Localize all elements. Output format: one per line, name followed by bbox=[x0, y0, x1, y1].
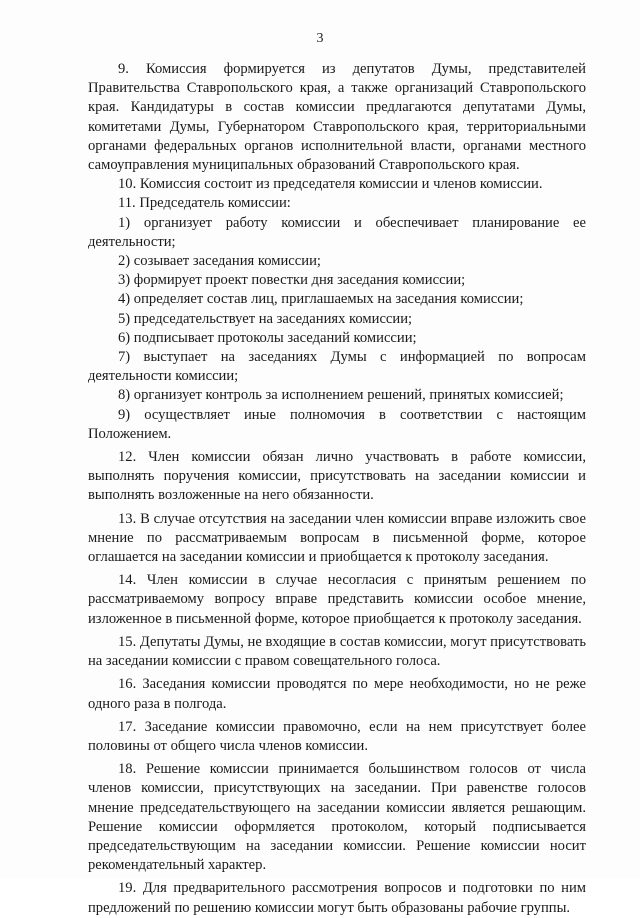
paragraph-16: 16. Заседания комиссии проводятся по мере необходимости, но не реже одного раза в полгода. bbox=[88, 676, 586, 712]
paragraph-9: 9. Комиссия формируется из депутатов Думы, представителей Правительства Ставропольского края, а также организаций Ставропольского края. Кандидатуры в состав комиссии предлагаются депутатами Думы, комитетами Думы, Губернатором Ставропольского края, территориальными органами федеральных органов исполнительной власти, органами местного самоуправления муниципальных образований Ставропольского края. bbox=[88, 61, 586, 174]
list-item-9: 9) осуществляет иные полномочия в соответствии с настоящим Положением. bbox=[88, 406, 586, 442]
list-item-6: 6) подписывает протоколы заседаний комиссии; bbox=[118, 329, 417, 346]
paragraph-19: 19. Для предварительного рассмотрения вопросов и подготовки по ним предложений по решению комиссии могут быть образованы рабочие группы. bbox=[88, 880, 586, 916]
paragraph-11: 11. Председатель комиссии: bbox=[118, 195, 291, 212]
list-item-8: 8) организует контроль за исполнением решений, принятых комиссией; bbox=[118, 387, 564, 404]
paragraph-15: 15. Депутаты Думы, не входящие в состав комиссии, могут присутствовать на заседании комиссии с правом совещательного голоса. bbox=[88, 633, 586, 670]
paragraph-13: 13. В случае отсутствия на заседании член комиссии вправе изложить свое мнение по рассматриваемым вопросам в письменной форме, которое оглашается на заседании комиссии и приобщается к протоколу заседания. bbox=[88, 510, 586, 566]
list-item-1: 1) организует работу комиссии и обеспечивает планирование ее деятельности; bbox=[88, 214, 586, 250]
paragraph-14: 14. Член комиссии в случае несогласия с принятым решением по рассматриваемому вопросу вправе представить комиссии особое мнение, изложенное в письменной форме, которое приобщается к протоколу заседания. bbox=[88, 572, 586, 627]
paragraph-18: 18. Решение комиссии принимается большинством голосов от числа членов комиссии, присутствующих на заседании. При равенстве голосов мнение председательствующего на заседании комиссии является решающим. Решение комиссии оформляется протоколом, который подписывается председательствующим на заседании комиссии. Решение комиссии носит рекомендательный характер. bbox=[88, 761, 586, 874]
list-item-4: 4) определяет состав лиц, приглашаемых на заседания комиссии; bbox=[118, 291, 524, 308]
list-item-2: 2) созывает заседания комиссии; bbox=[118, 253, 321, 270]
list-item-3: 3) формирует проект повестки дня заседания комиссии; bbox=[118, 272, 466, 289]
list-item-5: 5) председательствует на заседаниях комиссии; bbox=[118, 310, 413, 327]
paragraph-17: 17. Заседание комиссии правомочно, если на нем присутствует более половины от общего числа членов комиссии. bbox=[88, 718, 586, 754]
list-item-7: 7) выступает на заседаниях Думы с информацией по вопросам деятельности комиссии; bbox=[88, 349, 586, 385]
page-number: 3 bbox=[316, 31, 324, 46]
paragraph-12: 12. Член комиссии обязан лично участвовать в работе комиссии, выполнять поручения комиссии, присутствовать на заседании комиссии и выполнять возложенные на него обязанности. bbox=[88, 449, 586, 504]
paragraph-10: 10. Комиссия состоит из председателя комиссии и членов комиссии. bbox=[118, 176, 543, 193]
document-body bbox=[88, 60, 586, 918]
